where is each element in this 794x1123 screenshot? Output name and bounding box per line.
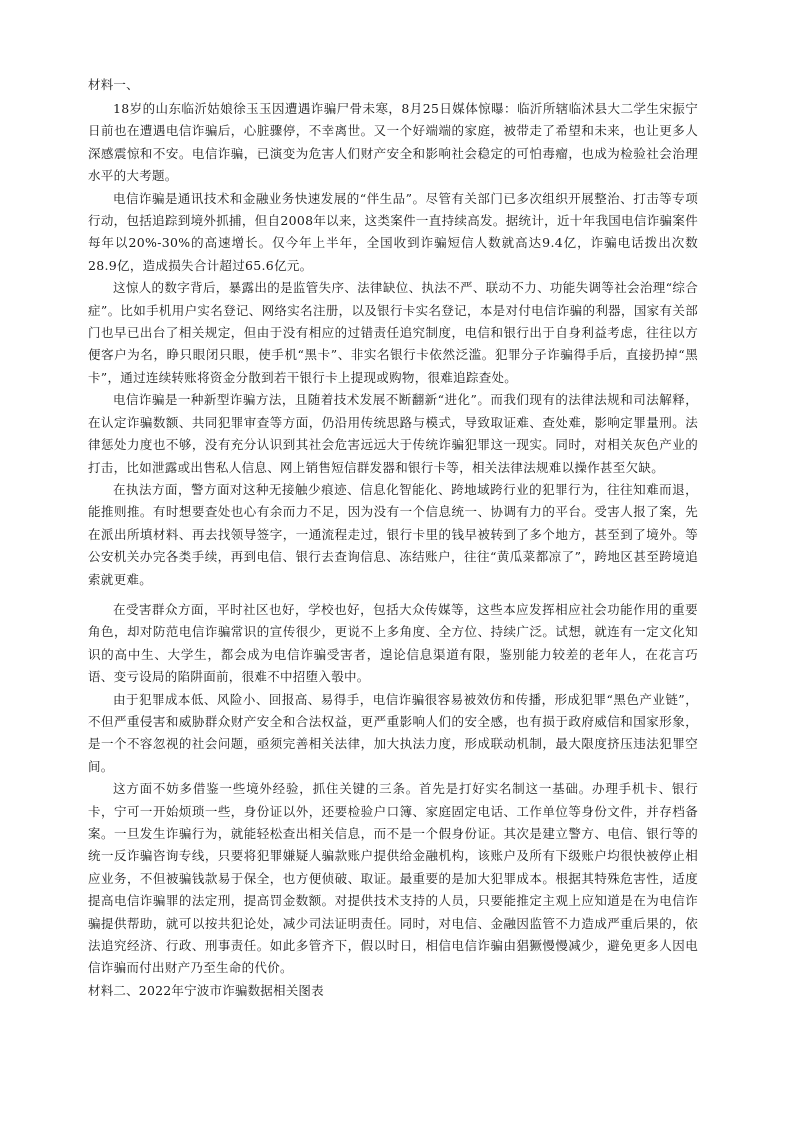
paragraph-7: 由于犯罪成本低、风险小、回报高、易得手，电信诈骗很容易被效仿和传播，形成犯罪“黑色产业链”，不但严重侵害和威胁群众财产安全和合法权益，更严重影响人们的安全感，也有损于政府威信和国家形象，是一个不容忽视的社会问题，亟须完善相关法律，加大执法力度，形成联动机制，最大限度挤压违法犯罪空间。 — [88, 691, 698, 774]
paragraph-5: 在执法方面，警方面对这种无接触少痕迹、信息化智能化、跨地域跨行业的犯罪行为，往往知难而退，能推则推。有时想要查处也心有余而力不足，因为没有一个信息统一、协调有力的平台。受害人报了案，先在派出所填材料、再去找领导签字，一通流程走过，银行卡里的钱早被转到了多个地方，甚至到了境外。等公安机关办完各类手续，再到电信、银行去查询信息、冻结账户，往往“黄瓜菜都凉了”，跨地区甚至跨境追索就更难。 — [88, 481, 698, 587]
paragraph-1: 18岁的山东临沂姑娘徐玉玉因遭遇诈骗尸骨未寒，8月25日媒体惊曝：临沂所辖临沭县大二学生宋振宁日前也在遭遇电信诈骗后，心脏骤停，不幸离世。又一个好端端的家庭，被带走了希望和未来，也让更多人深感震惊和不安。电信诈骗，已演变为危害人们财产安全和影响社会稳定的可怕毒瘤，也成为检验社会治理水平的大考题。 — [88, 101, 698, 184]
paragraph-8: 这方面不妨多借鉴一些境外经验，抓住关键的三条。首先是打好实名制这一基础。办理手机卡、银行卡，宁可一开始烦琐一些，身份证以外，还要检验户口簿、家庭固定电话、工作单位等身份文件，并存档备案。一旦发生诈骗行为，就能轻松查出相关信息，而不是一个假身份证。其次是建立警方、电信、银行等的统一反诈骗咨询专线，只要将犯罪嫌疑人骗款账户提供给金融机构，该账户及所有下级账户均很快被停止相应业务，不但被骗钱款易于保全，也方便侦破、取证。最重要的是加大犯罪成本。根据其特殊危害性，适度提高电信诈骗罪的法定刑，提高罚金数额。对提供技术支持的人员，只要能推定主观上应知道是在为电信诈骗提供帮助，就可以按共犯论处，减少司法证明责任。同时，对电信、金融因监管不力造成严重后果的，依法追究经济、行政、刑事责任。如此多管齐下，假以时日，相信电信诈骗由猖獗慢慢减少，避免更多人因电信诈骗而付出财产乃至生命的代价。 — [88, 781, 698, 976]
paragraph-4: 电信诈骗是一种新型诈骗方法，且随着技术发展不断翻新“进化”。而我们现有的法律法规和司法解释，在认定诈骗数额、共同犯罪审查等方面，仍沿用传统思路与模式，导致取证难、查处难，影响定罪量刑。法律惩处力度也不够，没有充分认识到其社会危害远远大于传统诈骗犯罪这一现实。同时，对相关灰色产业的打击，比如泄露或出售私人信息、网上销售短信群发器和银行卡等，相关法律法规难以操作甚至欠缺。 — [88, 392, 698, 475]
material-one-heading: 材料一、 — [88, 77, 139, 92]
paragraph-6: 在受害群众方面，平时社区也好，学校也好，包括大众传媒等，这些本应发挥相应社会功能作用的重要角色，却对防范电信诈骗常识的宣传很少，更说不上多角度、全方位、持续广泛。试想，就连有一定文化知识的高中生、大学生，都会成为电信诈骗受害者，遑论信息渠道有限，鉴别能力较差的老年人，在花言巧语、变亏设局的陷阱面前，很难不中招堕入彀中。 — [88, 601, 698, 685]
document-page — [88, 74, 698, 1002]
paragraph-2: 电信诈骗是通讯技术和金融业务快速发展的“伴生品”。尽管有关部门已多次组织开展整治、打击等专项行动，包括追踪到境外抓捕，但自2008年以来，这类案件一直持续高发。据统计，近十年我国电信诈骗案件每年以20%-30%的高速增长。仅今年上半年，全国收到诈骗短信人数就高达9.4亿，诈骗电话拨出次数28.9亿，造成损失合计超过65.6亿元。 — [88, 190, 698, 273]
paragraph-3: 这惊人的数字背后，暴露出的是监管失序、法律缺位、执法不严、联动不力、功能失调等社会治理“综合症”。比如手机用户实名登记、网络实名注册，以及银行卡实名登记，本是对付电信诈骗的利器，国家有关部门也早已出台了相关规定，但由于没有相应的过错责任追究制度，电信和银行出于自身利益考虑，往往以方便客户为名，睁只眼闭只眼，使手机“黑卡”、非实名银行卡依然泛滥。犯罪分子诈骗得手后，直接扔掉“黑卡”，通过连续转账将资金分散到若干银行卡上提现或购物，很难追踪查处。 — [88, 280, 698, 385]
material-two-heading: 材料二、2022年宁波市诈骗数据相关图表 — [88, 982, 324, 998]
